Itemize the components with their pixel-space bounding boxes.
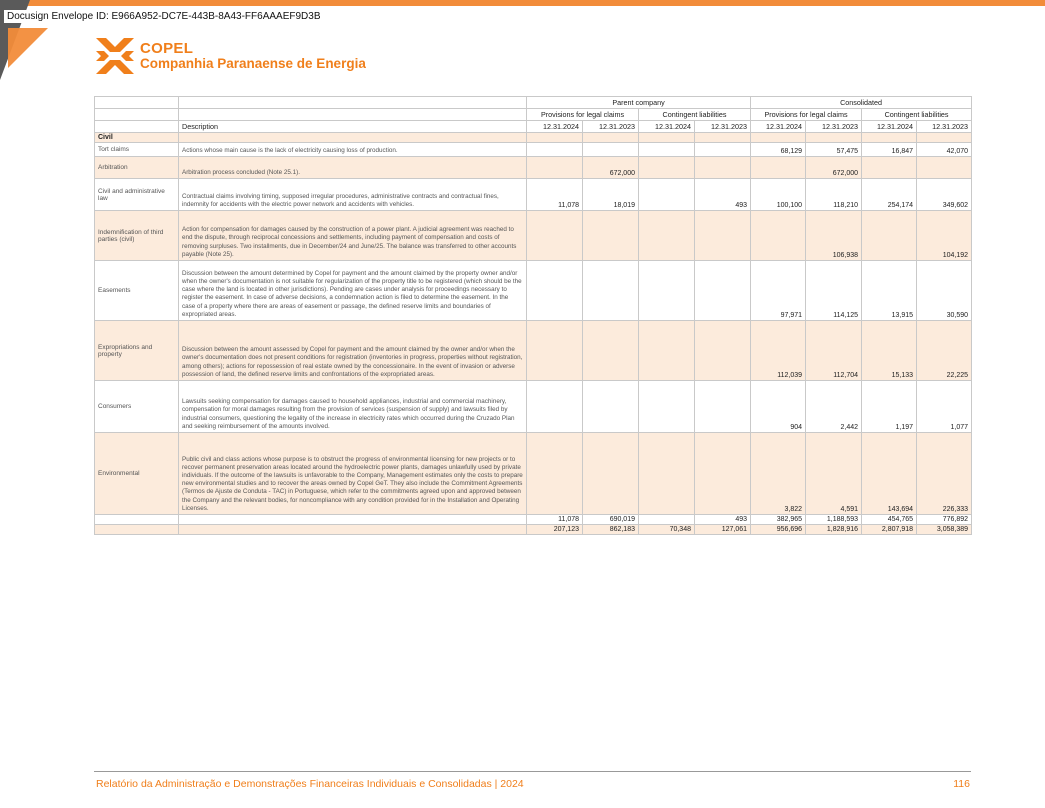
row-category: Tort claims [95,143,179,157]
row-value: 3,822 [751,433,806,515]
date-header: 12.31.2023 [917,121,972,133]
row-value: 15,133 [862,321,917,381]
copel-logo-icon [96,38,134,74]
sub-provisions-parent: Provisions for legal claims [527,109,639,121]
row-value: 1,077 [917,381,972,433]
page-number: 116 [953,778,970,790]
top-accent-bar [0,0,1045,6]
row-category: Arbitration [95,157,179,179]
date-header: 12.31.2023 [583,121,639,133]
row-value [527,321,583,381]
table-row [95,261,972,321]
row-description: Arbitration process concluded (Note 25.1). [179,157,527,179]
row-description: Discussion between the amount determined by Copel for payment and the amount claimed by the property owner and/or when the owner's documentation is not suitable for regularization of the property title to be registered (which should be the case where the land is located in other jurisdictions). Pending are cases under analysis for proceedings necessary to register the easement. In case of adverse decisions, a condemnation action is filed to determine the easement. In the case of a property where there are areas of easement or passage, the defined reserve limits and boundaries of expropriated areas. [179,261,527,321]
date-header: 12.31.2023 [695,121,751,133]
row-description: Public civil and class actions whose purpose is to obstruct the progress of environmental licensing for new projects or to recover permanent preservation areas located around the hydroelectric power plants, damages unlawfully used by private individuals. If the outcome of the lawsuits is unfavorable to the Company, Management estimates only the costs to prepare new environmental studies and to recover the areas owned by Copel GeT. They also include the Commitment Agreements (Termos de Ajuste de Conduta - TAC) in Portuguese, which refer to the commitments agreed upon and approved between the Company and the relevant bodies, for noncompliance with any condition provided for in the Installation and Operating Licenses. [179,433,527,515]
row-value [917,157,972,179]
row-description: Actions whose main cause is the lack of electricity causing loss of production. [179,143,527,157]
row-value [583,143,639,157]
total-value: 207,123 [527,525,583,535]
row-value [751,211,806,261]
row-value [527,143,583,157]
table-row [95,211,972,261]
row-value [583,381,639,433]
total-value: 956,696 [751,525,806,535]
row-category: Civil and administrative law [95,179,179,211]
row-value [583,321,639,381]
brand-full-name: Companhia Paranaense de Energia [140,55,366,71]
row-value: 672,000 [806,157,862,179]
date-header: 12.31.2024 [862,121,917,133]
sub-contingent-parent: Contingent liabilities [639,109,751,121]
group-consolidated: Consolidated [751,97,972,109]
subtotal-row [95,515,972,525]
row-value [862,157,917,179]
row-description: Lawsuits seeking compensation for damages caused to household appliances, industrial and commercial machinery, compensation for moral damages resulting from the provision of services (suspension of supply) and lawsuits filed by industrial consumers, questioning the legality of the increase in electricity rates which occurred during the Cruzado Plan and seeking reimbursement of the amounts involved. [179,381,527,433]
table-row [95,157,972,179]
sub-contingent-consolidated: Contingent liabilities [862,109,972,121]
row-value [583,211,639,261]
footer-title: Relatório da Administração e Demonstrações Financeiras Individuais e Consolidadas | 2024 [96,778,524,790]
subtotal-value: 690,019 [583,515,639,525]
row-value [527,157,583,179]
row-value [639,179,695,211]
row-category: Expropriations and property [95,321,179,381]
row-value: 114,125 [806,261,862,321]
row-value [639,261,695,321]
row-value: 349,602 [917,179,972,211]
row-description: Action for compensation for damages caused by the construction of a power plant. A judicial agreement was reached to end the dispute, through reciprocal concessions and settlements, including payment of compensation and costs of removing surpluses. Two installments, due in December/24 and June/25. The balance was transferred to other accounts payable (Note 25). [179,211,527,261]
subtotal-value: 382,965 [751,515,806,525]
total-value: 3,058,389 [917,525,972,535]
subtotal-value: 11,078 [527,515,583,525]
row-value [639,381,695,433]
row-value: 4,591 [806,433,862,515]
row-value [695,157,751,179]
row-value: 100,100 [751,179,806,211]
row-value [639,143,695,157]
row-value: 254,174 [862,179,917,211]
table-row [95,143,972,157]
date-header: 12.31.2024 [639,121,695,133]
row-value: 118,210 [806,179,862,211]
row-value: 42,070 [917,143,972,157]
row-value [695,211,751,261]
row-description: Discussion between the amount assessed by Copel for payment and the amount claimed by the owner and/or when the owner's documentation does not present conditions for registration (inventories in progress, properties without registration, among others); actions for repossession of real estate owned by the concessionaire. In the event of invasion or adverse possession of land, the defined reserve limits and confrontations of the expropriated areas. [179,321,527,381]
row-value [751,157,806,179]
total-value: 127,061 [695,525,751,535]
table-row [95,381,972,433]
date-header: 12.31.2023 [806,121,862,133]
row-value [527,261,583,321]
row-value [695,261,751,321]
row-value: 18,019 [583,179,639,211]
row-value: 143,694 [862,433,917,515]
header-sub-row [95,109,972,121]
row-value: 22,225 [917,321,972,381]
row-value [527,433,583,515]
table-row [95,321,972,381]
subtotal-value: 454,765 [862,515,917,525]
row-value: 112,704 [806,321,862,381]
total-value: 1,828,916 [806,525,862,535]
row-value: 16,847 [862,143,917,157]
subtotal-value: 1,188,593 [806,515,862,525]
corner-accent [8,28,48,68]
total-value: 2,807,918 [862,525,917,535]
footer-divider [94,771,971,772]
subtotal-value: 493 [695,515,751,525]
row-value: 904 [751,381,806,433]
row-value [583,261,639,321]
row-value [695,321,751,381]
total-value: 862,183 [583,525,639,535]
subtotal-value: 776,892 [917,515,972,525]
table-row [95,179,972,211]
subtotal-value [639,515,695,525]
row-value: 104,192 [917,211,972,261]
row-value: 30,590 [917,261,972,321]
section-civil-label: Civil [95,133,179,143]
row-value: 493 [695,179,751,211]
row-value: 226,333 [917,433,972,515]
copel-logo [96,38,366,74]
row-category: Easements [95,261,179,321]
section-civil-row [95,133,972,143]
row-value: 1,197 [862,381,917,433]
row-value: 112,039 [751,321,806,381]
row-value [639,157,695,179]
row-value: 97,971 [751,261,806,321]
row-category: Consumers [95,381,179,433]
row-value: 672,000 [583,157,639,179]
row-value [695,143,751,157]
total-value: 70,348 [639,525,695,535]
row-value [639,211,695,261]
row-value [695,433,751,515]
docusign-envelope-id: Docusign Envelope ID: E966A952-DC7E-443B-8A43-FF6AAAEF9D3B [4,10,324,23]
header-date-row [95,121,972,133]
group-parent-company: Parent company [527,97,751,109]
row-value: 106,938 [806,211,862,261]
table-row [95,433,972,515]
row-value: 2,442 [806,381,862,433]
brand-name: COPEL [140,40,194,58]
row-description: Contractual claims involving timing, supposed irregular procedures, administrative contracts and contractual fines, indemnity for accidents with the electric power network and accidents with vehicles. [179,179,527,211]
date-header: 12.31.2024 [527,121,583,133]
row-value: 11,078 [527,179,583,211]
row-value [862,211,917,261]
row-value [695,381,751,433]
row-value [583,433,639,515]
row-value [527,211,583,261]
sub-provisions-consolidated: Provisions for legal claims [751,109,862,121]
row-value [527,381,583,433]
legal-claims-table [94,96,972,535]
row-value: 57,475 [806,143,862,157]
row-value [639,321,695,381]
header-group-row [95,97,972,109]
description-header: Description [179,121,527,133]
grand-total-row [95,525,972,535]
row-value: 13,915 [862,261,917,321]
row-category: Environmental [95,433,179,515]
row-value: 68,129 [751,143,806,157]
row-category: Indemnification of third parties (civil) [95,211,179,261]
row-value [639,433,695,515]
date-header: 12.31.2024 [751,121,806,133]
